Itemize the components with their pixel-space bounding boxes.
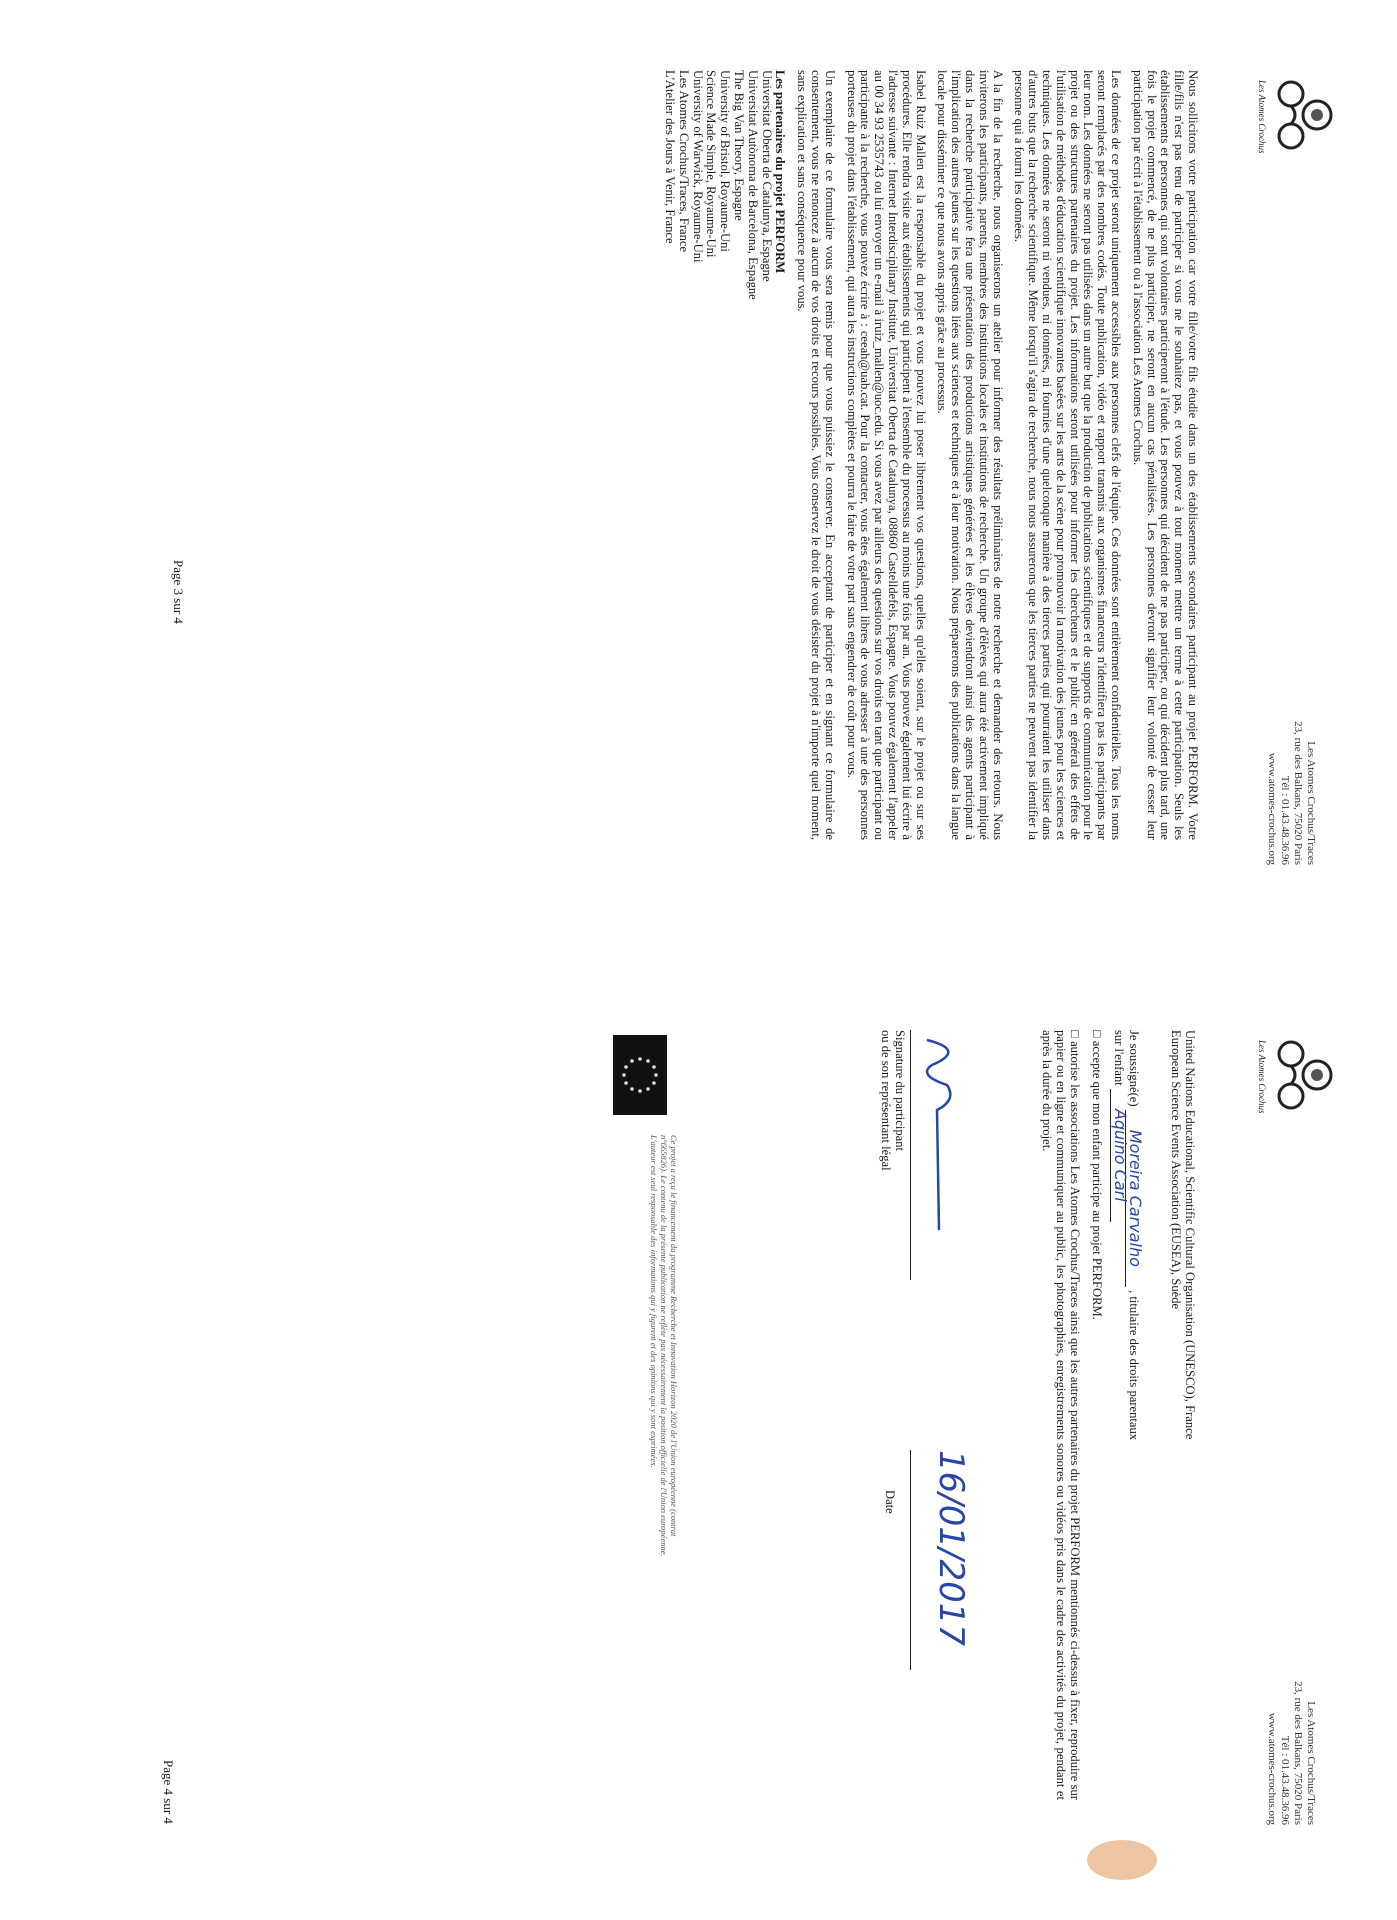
org-name: Les Atomes Crochus/Traces bbox=[1305, 741, 1317, 865]
authorize-checkbox-line[interactable]: □ autorise les associations Les Atomes Crochus/Traces ainsi que les autres partenaires du projet PERFORM mentionnés ci-dessus à fixer, reproduire sur papier ou en ligne et communiquer au public, les photographies, enregistrements sonores ou vidéos pris dans le cadre des activités du projet, pendant et après la durée du projet. bbox=[1040, 1030, 1082, 1800]
paragraph: Un exemplaire de ce formulaire vous sera remis pour que vous puissiez le conserver. En acceptant de participer et en signant ce formulaire de consentement, vous ne renoncez à aucun de vos droits et recours possibles. Vous conservez le droit de vous désister du projet à n'importe quel moment, sans explication et sans conséquence pour vous. bbox=[795, 70, 837, 840]
undersigned-field[interactable]: Moreira Carvalho bbox=[1125, 1110, 1145, 1287]
org-street: 23, rue des Balkans, 75020 Paris bbox=[1292, 721, 1304, 865]
org-web: www.atomes-crochus.org bbox=[1266, 752, 1278, 865]
atomes-crochus-logo-icon bbox=[1259, 1030, 1339, 1120]
org-tel: Tél : 01.43.48.36.96 bbox=[1279, 1735, 1291, 1825]
child-field[interactable]: Aquino Carl bbox=[1110, 1089, 1130, 1222]
list-item: Universitat Autònoma de Barcelona, Espagne bbox=[745, 70, 760, 300]
page3-body bbox=[662, 70, 1199, 840]
signature-scribble-icon bbox=[907, 1030, 977, 1290]
logo-caption: Les Atomes Crochus bbox=[1257, 80, 1267, 154]
signature-label bbox=[879, 1030, 907, 1171]
undersigned-label: Je soussigné(e) bbox=[1127, 1030, 1141, 1107]
list-item: United Nations Educational, Scientific Cultural Organisation (UNESCO), France bbox=[1183, 1030, 1197, 1440]
org-street: 23, rue des Balkans, 75020 Paris bbox=[1292, 1681, 1304, 1825]
org-address bbox=[1265, 1681, 1317, 1825]
signature-label-line2: ou de son représentant légal bbox=[879, 1030, 893, 1171]
list-item: Les Atomes Crochus/Traces, France bbox=[676, 70, 691, 253]
partners-title: Les partenaires du projet PERFORM bbox=[773, 70, 788, 274]
list-item: European Science Events Association (EUSEA), Suède bbox=[1169, 1030, 1183, 1310]
org-web: www.atomes-crochus.org bbox=[1266, 1712, 1278, 1825]
org-tel: Tél : 01.43.48.36.96 bbox=[1279, 775, 1291, 865]
org-address bbox=[1265, 721, 1317, 865]
date-label: Date bbox=[883, 1490, 897, 1514]
logo-caption: Les Atomes Crochus bbox=[1257, 1040, 1267, 1114]
page-4 bbox=[0, 960, 1397, 1920]
atomes-crochus-logo-icon bbox=[1259, 70, 1339, 160]
paragraph: A la fin de la recherche, nous organiserons un atelier pour informer des résultats préliminaires de notre recherche et demander des retours. Nous inviterons les participants, parents, membres des institutions locales et institutions de recherche. Un groupe d'élèves qui aura été activement impliqué dans la recherche participative fera une présentation des productions artistiques générées et les élèves deviendront ainsi des agents participant à l'implication des autres jeunes sur les questions liées aux sciences et techniques et à leur motivation. Nous préparerons des publications dans la langue locale pour disséminer ce que nous avons appris grâce au processus. bbox=[935, 70, 1005, 840]
list-item: Science Made Simple, Royaume-Uni bbox=[704, 70, 719, 258]
paragraph: Les données de ce projet seront uniquement accessibles aux personnes clefs de l'équipe. Ces données sont entièrement confidentielles. Tous les noms seront remplacés par des nombres codés. Toute publication, vidéo et rapport transmis aux organismes financeurs n'identifiera pas les participants par leur nom. Les données ne seront pas utilisées dans un autre but que la production de publications scientifiques et de supports de communication pour le projet ou des structures partenaires du projet. Les informations seront utilisées pour informer les chercheurs et le public en général des effets de l'utilisation de méthodes d'éducation scientifique innovantes basées sur les arts de la scène pour promouvoir la motivation des jeunes pour les sciences et techniques. Les données ne seront ni vendues, ni données, ni fournies d'une quelconque manière à des tierces parties qui pourraient les utiliser dans d'autres buts que la recherche scientifique. Même lorsqu'il s'agira de recherche, nous nous assurerons que les tierces parties ne peuvent pas identifier la personne qui a fourni les données. bbox=[1012, 70, 1124, 840]
partners-list bbox=[662, 70, 772, 840]
paragraph: Nous sollicitons votre participation car votre fille/votre fils étudie dans un des établissements secondaires participant au projet PERFORM. Votre fille/fils n'est pas tenu de participer si vous ne le souhaitez pas, et vous pouvez à tout moment mettre un terme à cette participation. Seuls les établissements et personnes qui sont volontaires participeront à l'étude. Les personnes qui décident de ne pas participer, ou qui décident plus tard, une fois le projet commencé, de ne plus participer, ne seront en aucun cas pénalisées. Les personnes devront signifier leur volonté de cesser leur participation par écrit à l'établissement ou à l'association Les Atomes Crochus. bbox=[1130, 70, 1200, 840]
signature-label-line1: Signature du participant bbox=[893, 1030, 907, 1152]
partners-continued bbox=[1169, 1030, 1197, 1790]
eu-flag-icon bbox=[613, 1035, 667, 1115]
accept-checkbox-line[interactable]: □ accepte que mon enfant participe au projet PERFORM. bbox=[1090, 1030, 1104, 1320]
date-field[interactable]: 16/01/2017 bbox=[931, 1450, 971, 1646]
signature-block bbox=[867, 1030, 977, 1800]
undersigned-row bbox=[1111, 1030, 1145, 1800]
list-item: Universitat Oberta de Catalunya, Espagne bbox=[759, 70, 774, 282]
page-number: Page 4 sur 4 bbox=[161, 1760, 176, 1824]
list-item: L'Atelier des Jours à Venir, France bbox=[663, 70, 678, 244]
page-number: Page 3 sur 4 bbox=[171, 560, 186, 624]
signature-line bbox=[910, 1030, 911, 1280]
child-label: sur l'enfant bbox=[1112, 1030, 1126, 1086]
date-line bbox=[910, 1450, 911, 1670]
org-name: Les Atomes Crochus/Traces bbox=[1305, 1701, 1317, 1825]
list-item: The Big Van Theory, Espagne bbox=[732, 70, 747, 221]
consent-form bbox=[1032, 1030, 1145, 1800]
paragraph: Isabel Ruiz Mallen est la responsable du projet et vous pouvez lui poser librement vos questions, quelles qu'elles soient, sur le projet ou sur ses procédures. Elle rendra visite aux établissements qui participent à l'ensemble du processus au moins une fois par an. Vous pouvez également lui écrire à l'adresse suivante : Internet Interdisciplinary Institute, Universitat Oberta de Catalunya, 08860 Castelldefels, Espagne. Vous pouvez également l'appeler au 00 34 93 2535743 ou lui envoyer un e-mail à iruiz_mallen@uoc.edu. Si vous avez par ailleurs des questions sur vos droits en tant que participant ou participante à la recherche, vous pouvez écrire à : ceeah@uab.cat. Pour la contacter, vous êtes également libres de vous adresser à une des personnes porteuses du projet dans l'établissement, qui aura les instructions complètes et pourra le faire de votre part sans engendrer de coût pour vous. bbox=[844, 70, 928, 840]
list-item: University of Bristol, Royaume-Uni bbox=[718, 70, 733, 252]
list-item: University of Warwick, Royaume-Uni bbox=[690, 70, 705, 263]
eu-funding-notice: Ce projet a reçu le financement du programme Recherche et Innovation Horizon 2020 de l'Union européenne (contrat n°665826). Le contenu de la présente publication ne reflète pas nécessairement la position officielle de l'Union européenne. L'auteur est seul responsable des informations qui y figurent et des opinions qui y sont exprimées. bbox=[649, 1135, 679, 1557]
parental-suffix: , titulaire des droits parentaux bbox=[1127, 1290, 1141, 1441]
stain-mark bbox=[1087, 1840, 1157, 1880]
